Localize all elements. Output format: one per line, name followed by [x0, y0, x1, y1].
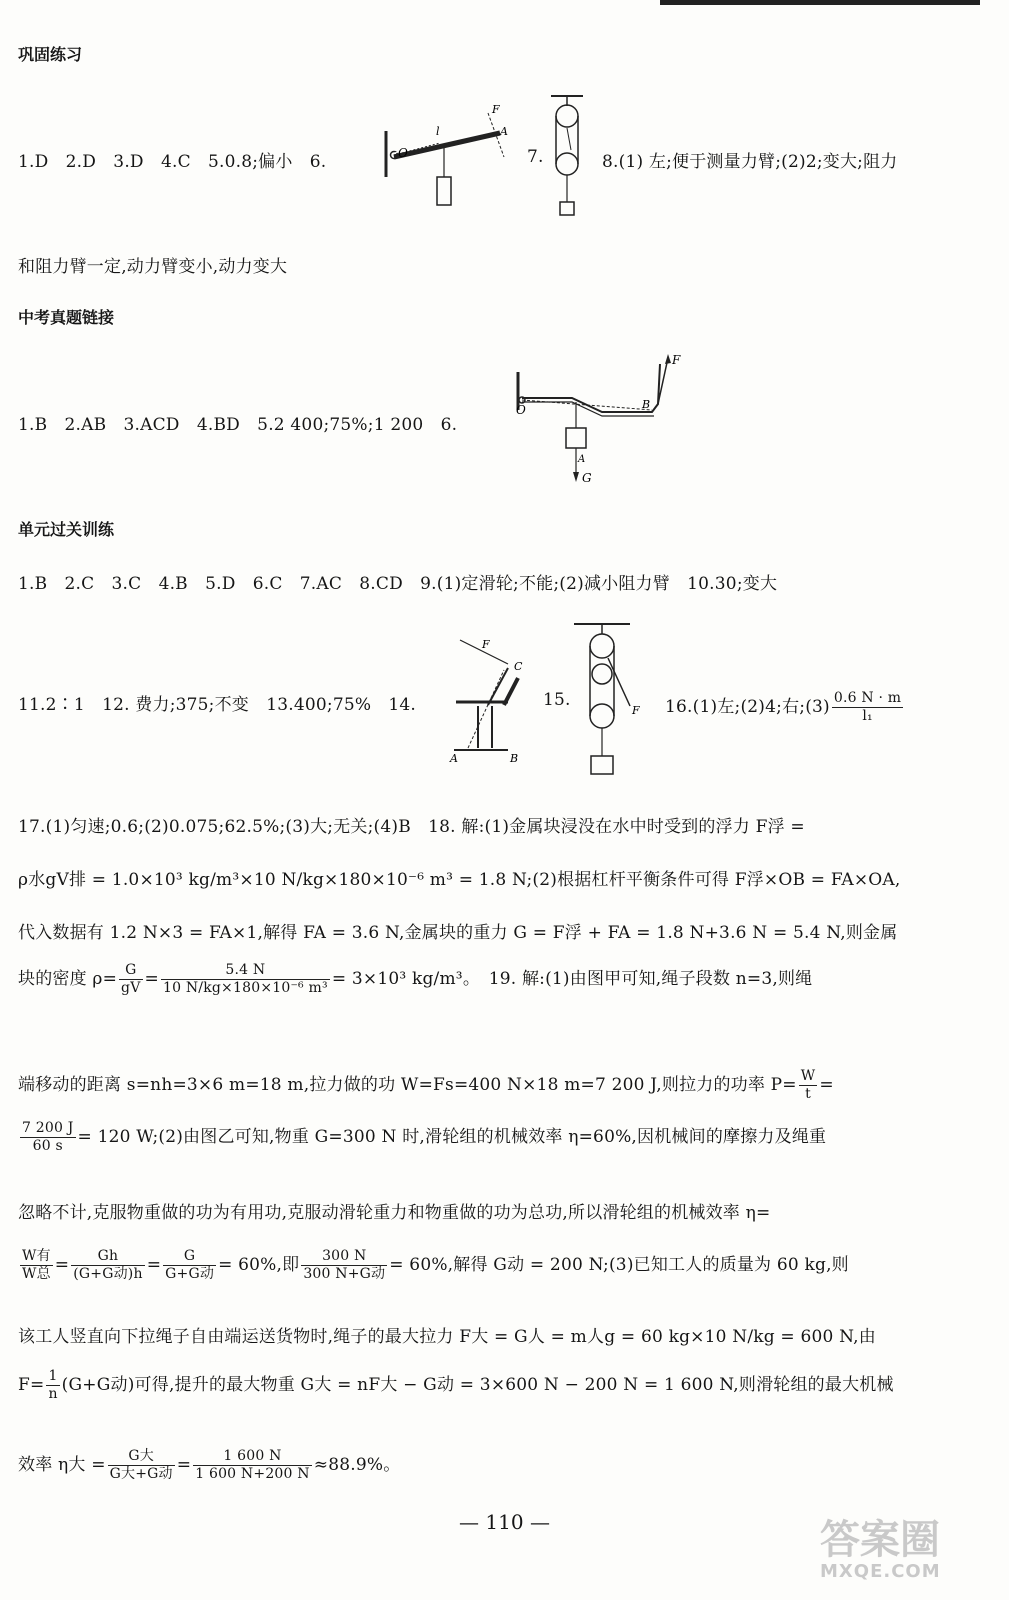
l5-pre: 端移动的距离 s=nh=3×6 m=18 m,拉力做的功 W=Fs=400 N×18 m=7 200 J,则拉力的功率 P= [18, 1075, 797, 1095]
q16-text: 16.(1)左;(2)4;右;(3) [665, 697, 830, 717]
l10-post: (G+G动)可得,提升的最大物重 G大 = nF大 − G动 = 3×600 N − 200 N = 1 600 N,则滑轮组的最大机械 [61, 1375, 894, 1395]
solution-line-5 [18, 1068, 834, 1103]
l10-num: 1 [46, 1368, 59, 1386]
page-number-value: 110 [485, 1510, 524, 1534]
l11-fraction-2 [193, 1448, 312, 1483]
pulley-diagram-q7 [545, 92, 590, 222]
label-f: F [482, 638, 490, 651]
l4-post: = 3×10³ kg/m³。 19. 解:(1)由图甲可知,绳子段数 n=3,则绳 [331, 969, 813, 989]
q16-num: 0.6 N · m [833, 690, 902, 706]
movable-pulley [590, 704, 614, 728]
unit-answers-line-1: 1.B 2.C 3.C 4.B 5.D 6.C 7.AC 8.CD 9.(1)定滑轮;不能;(2)减小阻力臂 10.30;变大 [18, 574, 778, 594]
unit-answers-line-2: 11.2∶1 12. 费力;375;不变 13.400;75% 14. [18, 695, 417, 715]
l10-pre: F= [18, 1375, 45, 1395]
l11-post: ≈88.9%。 [313, 1455, 401, 1475]
lever-diagram-exam-q6 [512, 350, 687, 490]
l8-eq2: = [146, 1255, 162, 1275]
section-title-unit-test: 单元过关训练 [18, 520, 115, 539]
block [566, 428, 586, 448]
label-c: C [514, 660, 523, 673]
movable-pulley [556, 153, 578, 175]
label-a: A [578, 454, 586, 465]
solution-line-3: 代入数据有 1.2 N×3 = FA×1,解得 FA = 3.6 N,金属块的重力 G = F浮 + FA = 1.8 N+3.6 N = 5.4 N,则金属 [18, 923, 898, 943]
solution-line-4 [18, 962, 812, 997]
l11-f2-num: 1 600 N [193, 1448, 312, 1466]
l4-f1-num: G [119, 962, 142, 980]
l4-pre: 块的密度 ρ= [18, 969, 118, 989]
l8-f1-den: W总 [22, 1266, 51, 1282]
q7-label: 7. [527, 147, 544, 167]
l11-eq: = [176, 1455, 192, 1475]
lever-bar [394, 133, 500, 157]
l6-num: 7 200 J [22, 1120, 74, 1136]
l4-fraction-2 [161, 962, 330, 997]
page-number: — 110 — [459, 1510, 550, 1534]
rope-free-end [608, 658, 630, 706]
q16-fraction [832, 690, 903, 725]
l8-f2-num: Gh [71, 1248, 144, 1266]
label-g: G [582, 471, 592, 485]
l11-f1-den: G大+G动 [109, 1466, 173, 1482]
q16-answer [665, 690, 905, 725]
l8-fraction-4 [301, 1248, 387, 1283]
label-l: l [436, 125, 440, 138]
l8-fraction-1 [20, 1248, 53, 1283]
answers-line-2: 和阻力臂一定,动力臂变小,动力变大 [18, 257, 288, 277]
label-f: F [672, 353, 681, 367]
l8-f3-num: G [163, 1248, 216, 1266]
solution-line-2: ρ水gV排 = 1.0×10³ kg/m³×10 N/kg×180×10⁻⁶ m³ = 1.8 N;(2)根据杠杆平衡条件可得 F浮×OB = FA×OA, [18, 870, 901, 890]
solution-line-6 [18, 1120, 826, 1155]
load-block [591, 756, 613, 774]
l11-f2-den: 1 600 N+200 N [195, 1466, 310, 1482]
l5-fraction [799, 1068, 818, 1103]
label-a: A [450, 752, 458, 765]
label-o: O [398, 146, 408, 160]
l5-post: = [819, 1075, 834, 1095]
l8-post: = 60%,解得 G动 = 200 N;(3)已知工人的质量为 60 kg,则 [389, 1255, 849, 1275]
section-title-exam-links: 中考真题链接 [18, 308, 115, 327]
l10-fraction [46, 1368, 59, 1403]
l10-den: n [48, 1386, 58, 1402]
l8-fraction-2 [71, 1248, 144, 1283]
lever-diagram-q6 [380, 95, 520, 215]
l8-fraction-3 [163, 1248, 216, 1283]
l11-pre: 效率 η大 = [18, 1455, 106, 1475]
solution-line-8 [18, 1248, 849, 1283]
exam-answers-line: 1.B 2.AB 3.ACD 4.BD 5.2 400;75%;1 200 6. [18, 415, 458, 435]
watermark-logo [820, 1518, 941, 1582]
l11-f1-num: G大 [108, 1448, 175, 1466]
label-o: O [516, 403, 526, 417]
fixed-pulley-mid [592, 664, 612, 684]
watermark-top: 答案圈 [820, 1517, 940, 1563]
label-b: B [510, 752, 519, 765]
fixed-pulley [556, 105, 578, 127]
l6-fraction [20, 1120, 76, 1155]
fixed-pulley-top [590, 634, 614, 658]
l8-eq1: = [54, 1255, 70, 1275]
l4-fraction-1 [119, 962, 142, 997]
chair-diagram-q14 [448, 630, 538, 765]
l5-num: W [800, 1068, 816, 1084]
l4-f1-den: gV [121, 980, 141, 996]
top-rule [660, 0, 980, 5]
l8-f4-num: 300 N [301, 1248, 387, 1266]
q8-answer: 8.(1) 左;便于测量力臂;(2)2;变大;阻力 [602, 152, 898, 172]
q15-label: 15. [543, 690, 571, 710]
label-f: F [492, 103, 500, 116]
l4-eq: = [144, 969, 159, 989]
l5-den: t [805, 1086, 811, 1102]
l4-f2-num: 5.4 N [161, 962, 330, 980]
weight-block [437, 177, 451, 205]
l11-fraction-1 [108, 1448, 175, 1483]
bent-lever [522, 364, 660, 412]
label-f: F [632, 704, 640, 717]
label-a: A [500, 125, 508, 138]
l6-post: = 120 W;(2)由图乙可知,物重 G=300 N 时,滑轮组的机械效率 η=60%,因机械间的摩擦力及绳重 [77, 1127, 827, 1147]
l8-f4-den: 300 N+G动 [303, 1266, 386, 1282]
l8-f3-den: G+G动 [165, 1266, 215, 1282]
l8-f1-num: W有 [22, 1248, 51, 1264]
solution-line-7: 忽略不计,克服物重做的功为有用功,克服动滑轮重力和物重做的功为总功,所以滑轮组的机械效率 η= [18, 1203, 771, 1223]
watermark-bottom: MXQE.COM [820, 1561, 941, 1582]
l6-den: 60 s [32, 1138, 63, 1154]
pulley-diagram-q15 [568, 618, 658, 783]
solution-line-10 [18, 1368, 894, 1403]
l8-mid: = 60%,即 [218, 1255, 300, 1275]
answers-line-1: 1.D 2.D 3.D 4.C 5.0.8;偏小 6. [18, 152, 327, 172]
solution-line-1: 17.(1)匀速;0.6;(2)0.075;62.5%;(3)大;无关;(4)B 18. 解:(1)金属块浸没在水中时受到的浮力 F浮 = [18, 817, 805, 837]
l8-f2-den: (G+G动)h [73, 1266, 143, 1282]
solution-line-11 [18, 1448, 400, 1483]
l4-f2-den: 10 N/kg×180×10⁻⁶ m³ [162, 980, 328, 996]
solution-line-9: 该工人竖直向下拉绳子自由端运送货物时,绳子的最大拉力 F大 = G人 = m人g = 60 kg×10 N/kg = 600 N,由 [18, 1327, 876, 1347]
section-title-consolidation: 巩固练习 [18, 45, 83, 64]
load-block [560, 202, 574, 215]
q16-den: l₁ [862, 708, 873, 724]
label-b: B [642, 398, 651, 411]
